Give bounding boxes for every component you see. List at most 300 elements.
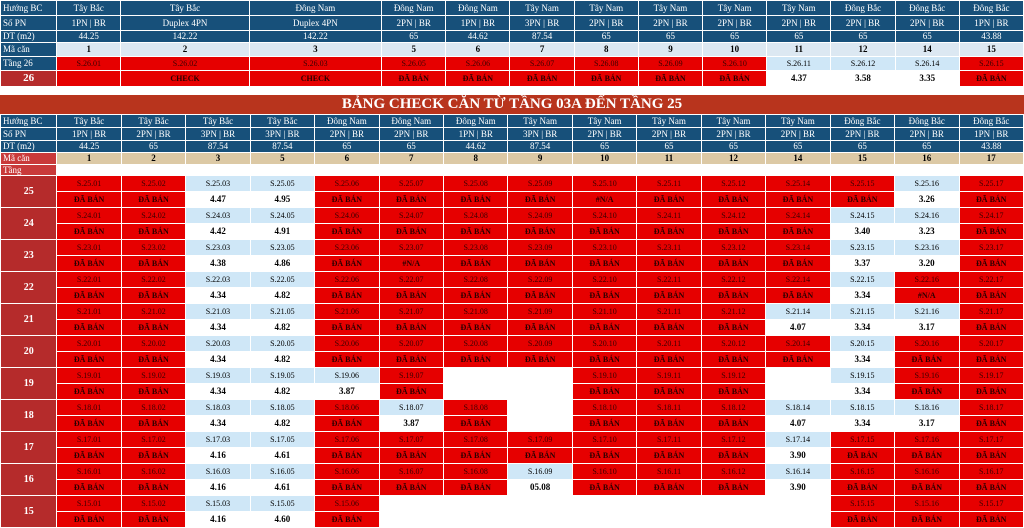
unit-status-cell[interactable] xyxy=(701,512,765,528)
unit-code-cell[interactable]: S.15.03 xyxy=(186,496,250,512)
unit-code-cell[interactable]: S.16.11 xyxy=(637,464,701,480)
unit-status-cell[interactable]: ĐÃ BÁN xyxy=(444,192,508,208)
unit-code-cell[interactable]: S.25.17 xyxy=(959,176,1024,192)
unit-status-cell[interactable]: 4.82 xyxy=(250,320,314,336)
unit-code-cell[interactable]: S.15.06 xyxy=(315,496,379,512)
unit-status-cell[interactable]: ĐÃ BÁN xyxy=(959,192,1024,208)
unit-status-cell[interactable]: 3.90 xyxy=(766,480,830,496)
unit-status-cell[interactable]: ĐÃ BÁN xyxy=(315,480,379,496)
unit-status-cell[interactable]: 3.17 xyxy=(895,416,959,432)
unit-status-cell[interactable]: ĐÃ BÁN xyxy=(57,416,121,432)
unit-status-cell[interactable]: ĐÃ BÁN xyxy=(701,320,765,336)
unit-code-cell[interactable]: S.22.05 xyxy=(250,272,314,288)
unit-status-cell[interactable]: ĐÃ BÁN xyxy=(444,352,508,368)
unit-code-cell[interactable]: S.23.05 xyxy=(250,240,314,256)
unit-code-cell[interactable]: S.24.17 xyxy=(959,208,1024,224)
unit-status-cell[interactable] xyxy=(637,512,701,528)
unit-code-cell[interactable]: S.20.02 xyxy=(121,336,185,352)
unit-status-cell[interactable]: 3.87 xyxy=(315,384,379,400)
unit-status-cell[interactable]: 4.37 xyxy=(767,71,831,87)
unit-code-cell[interactable]: S.20.06 xyxy=(315,336,379,352)
unit-code-cell[interactable]: S.18.03 xyxy=(186,400,250,416)
unit-status-cell[interactable]: ĐÃ BÁN xyxy=(830,448,894,464)
unit-code-cell[interactable]: S.19.05 xyxy=(250,368,314,384)
unit-code-cell[interactable]: S.26.11 xyxy=(767,57,831,71)
unit-status-cell[interactable] xyxy=(508,512,572,528)
unit-status-cell[interactable]: 3.58 xyxy=(831,71,895,87)
unit-status-cell[interactable]: ĐÃ BÁN xyxy=(766,288,830,304)
unit-status-cell[interactable]: 3.34 xyxy=(830,320,894,336)
unit-code-cell[interactable]: S.18.16 xyxy=(895,400,959,416)
unit-code-cell[interactable]: S.16.05 xyxy=(250,464,314,480)
unit-code-cell[interactable]: S.26.03 xyxy=(249,57,381,71)
unit-status-cell[interactable]: ĐÃ BÁN xyxy=(57,320,121,336)
unit-code-cell[interactable]: S.22.10 xyxy=(572,272,636,288)
unit-code-cell[interactable]: S.17.11 xyxy=(637,432,701,448)
unit-status-cell[interactable]: ĐÃ BÁN xyxy=(379,480,443,496)
unit-status-cell[interactable]: ĐÃ BÁN xyxy=(315,192,379,208)
unit-code-cell[interactable]: S.17.15 xyxy=(830,432,894,448)
unit-status-cell[interactable]: ĐÃ BÁN xyxy=(572,416,636,432)
unit-status-cell[interactable]: ĐÃ BÁN xyxy=(637,288,701,304)
unit-code-cell[interactable]: S.23.06 xyxy=(315,240,379,256)
unit-status-cell[interactable]: 4.07 xyxy=(766,416,830,432)
unit-status-cell[interactable]: 3.90 xyxy=(766,448,830,464)
unit-code-cell[interactable]: S.25.01 xyxy=(57,176,121,192)
unit-code-cell[interactable]: S.20.10 xyxy=(572,336,636,352)
unit-code-cell[interactable]: S.25.11 xyxy=(637,176,701,192)
unit-status-cell[interactable]: 4.82 xyxy=(250,352,314,368)
unit-status-cell[interactable]: ĐÃ BÁN xyxy=(701,224,765,240)
unit-code-cell[interactable]: S.23.14 xyxy=(766,240,830,256)
unit-status-cell[interactable]: #N/A xyxy=(895,288,959,304)
unit-code-cell[interactable]: S.15.05 xyxy=(250,496,314,512)
unit-code-cell[interactable]: S.20.09 xyxy=(508,336,572,352)
unit-status-cell[interactable]: ĐÃ BÁN xyxy=(572,384,636,400)
unit-status-cell[interactable]: ĐÃ BÁN xyxy=(701,480,765,496)
unit-code-cell[interactable]: S.23.11 xyxy=(637,240,701,256)
unit-code-cell[interactable]: S.25.15 xyxy=(830,176,894,192)
unit-code-cell[interactable]: S.21.14 xyxy=(766,304,830,320)
unit-code-cell[interactable]: S.16.14 xyxy=(766,464,830,480)
unit-status-cell[interactable] xyxy=(766,512,830,528)
unit-code-cell[interactable]: S.17.02 xyxy=(121,432,185,448)
unit-status-cell[interactable]: ĐÃ BÁN xyxy=(572,256,636,272)
unit-code-cell[interactable]: S.20.14 xyxy=(766,336,830,352)
unit-status-cell[interactable]: 4.86 xyxy=(250,256,314,272)
unit-code-cell[interactable]: S.18.07 xyxy=(379,400,443,416)
unit-code-cell[interactable]: S.20.12 xyxy=(701,336,765,352)
unit-status-cell[interactable]: ĐÃ BÁN xyxy=(444,320,508,336)
unit-status-cell[interactable]: ĐÃ BÁN xyxy=(508,192,572,208)
unit-code-cell[interactable] xyxy=(701,496,765,512)
unit-status-cell[interactable]: 4.34 xyxy=(186,352,250,368)
unit-code-cell[interactable]: S.17.10 xyxy=(572,432,636,448)
unit-code-cell[interactable]: S.20.15 xyxy=(830,336,894,352)
unit-code-cell[interactable]: S.20.05 xyxy=(250,336,314,352)
unit-status-cell[interactable]: ĐÃ BÁN xyxy=(121,320,185,336)
unit-code-cell[interactable]: S.22.15 xyxy=(830,272,894,288)
unit-code-cell[interactable]: S.18.02 xyxy=(121,400,185,416)
unit-code-cell[interactable]: S.25.02 xyxy=(121,176,185,192)
unit-status-cell[interactable]: 3.20 xyxy=(895,256,959,272)
unit-code-cell[interactable]: S.25.09 xyxy=(508,176,572,192)
unit-status-cell[interactable]: ĐÃ BÁN xyxy=(444,288,508,304)
unit-status-cell[interactable]: 4.60 xyxy=(250,512,314,528)
unit-code-cell[interactable]: S.16.10 xyxy=(572,464,636,480)
unit-code-cell[interactable]: S.15.01 xyxy=(57,496,121,512)
unit-status-cell[interactable]: ĐÃ BÁN xyxy=(637,192,701,208)
unit-status-cell[interactable]: ĐÃ BÁN xyxy=(637,352,701,368)
unit-status-cell[interactable]: ĐÃ BÁN xyxy=(959,352,1024,368)
unit-status-cell[interactable]: ĐÃ BÁN xyxy=(379,320,443,336)
unit-code-cell[interactable]: S.26.01 xyxy=(57,57,121,71)
unit-code-cell[interactable]: S.16.06 xyxy=(315,464,379,480)
unit-code-cell[interactable]: S.22.07 xyxy=(379,272,443,288)
unit-code-cell[interactable]: S.20.08 xyxy=(444,336,508,352)
unit-status-cell[interactable]: ĐÃ BÁN xyxy=(121,256,185,272)
unit-status-cell[interactable]: ĐÃ BÁN xyxy=(959,224,1024,240)
unit-code-cell[interactable]: S.21.01 xyxy=(57,304,121,320)
unit-code-cell[interactable]: S.24.10 xyxy=(572,208,636,224)
unit-status-cell[interactable]: ĐÃ BÁN xyxy=(57,448,121,464)
unit-code-cell[interactable] xyxy=(444,368,508,384)
unit-status-cell[interactable]: ĐÃ BÁN xyxy=(959,71,1023,87)
unit-status-cell[interactable]: ĐÃ BÁN xyxy=(121,416,185,432)
unit-code-cell[interactable]: S.19.01 xyxy=(57,368,121,384)
unit-status-cell[interactable]: 4.38 xyxy=(186,256,250,272)
unit-code-cell[interactable]: S.24.09 xyxy=(508,208,572,224)
unit-code-cell[interactable]: S.21.09 xyxy=(508,304,572,320)
unit-status-cell[interactable]: ĐÃ BÁN xyxy=(315,320,379,336)
unit-status-cell[interactable]: 4.34 xyxy=(186,288,250,304)
unit-code-cell[interactable]: S.20.11 xyxy=(637,336,701,352)
unit-code-cell[interactable] xyxy=(637,496,701,512)
unit-code-cell[interactable]: S.24.16 xyxy=(895,208,959,224)
unit-status-cell[interactable]: ĐÃ BÁN xyxy=(510,71,574,87)
unit-status-cell[interactable]: 4.82 xyxy=(250,416,314,432)
unit-code-cell[interactable]: S.21.16 xyxy=(895,304,959,320)
unit-code-cell[interactable]: S.25.07 xyxy=(379,176,443,192)
unit-code-cell[interactable]: S.15.15 xyxy=(830,496,894,512)
unit-status-cell[interactable]: ĐÃ BÁN xyxy=(508,288,572,304)
unit-code-cell[interactable]: S.18.15 xyxy=(830,400,894,416)
unit-code-cell[interactable]: S.24.11 xyxy=(637,208,701,224)
unit-code-cell[interactable]: S.18.11 xyxy=(637,400,701,416)
unit-status-cell[interactable]: ĐÃ BÁN xyxy=(637,416,701,432)
unit-code-cell[interactable]: S.23.07 xyxy=(379,240,443,256)
unit-status-cell[interactable]: ĐÃ BÁN xyxy=(959,256,1024,272)
unit-status-cell[interactable]: ĐÃ BÁN xyxy=(637,448,701,464)
unit-status-cell[interactable]: ĐÃ BÁN xyxy=(701,288,765,304)
unit-code-cell[interactable]: S.24.12 xyxy=(701,208,765,224)
unit-status-cell[interactable]: ĐÃ BÁN xyxy=(57,192,121,208)
unit-status-cell[interactable]: 3.35 xyxy=(895,71,959,87)
unit-code-cell[interactable]: S.26.05 xyxy=(382,57,446,71)
unit-status-cell[interactable]: ĐÃ BÁN xyxy=(766,224,830,240)
unit-code-cell[interactable]: S.21.08 xyxy=(444,304,508,320)
unit-code-cell[interactable]: S.25.08 xyxy=(444,176,508,192)
unit-code-cell[interactable]: S.19.07 xyxy=(379,368,443,384)
unit-code-cell[interactable]: S.22.08 xyxy=(444,272,508,288)
unit-status-cell[interactable]: ĐÃ BÁN xyxy=(57,224,121,240)
unit-status-cell[interactable]: ĐÃ BÁN xyxy=(895,512,959,528)
unit-code-cell[interactable]: S.23.10 xyxy=(572,240,636,256)
unit-code-cell[interactable]: S.15.16 xyxy=(895,496,959,512)
unit-status-cell[interactable]: ĐÃ BÁN xyxy=(444,416,508,432)
unit-status-cell[interactable] xyxy=(57,71,121,87)
unit-code-cell[interactable]: S.16.03 xyxy=(186,464,250,480)
unit-code-cell[interactable]: S.22.03 xyxy=(186,272,250,288)
unit-code-cell[interactable]: S.16.09 xyxy=(508,464,572,480)
unit-code-cell[interactable]: S.18.05 xyxy=(250,400,314,416)
unit-code-cell[interactable]: S.25.14 xyxy=(766,176,830,192)
unit-status-cell[interactable]: ĐÃ BÁN xyxy=(57,480,121,496)
unit-code-cell[interactable]: S.19.02 xyxy=(121,368,185,384)
unit-status-cell[interactable]: ĐÃ BÁN xyxy=(444,256,508,272)
unit-status-cell[interactable]: ĐÃ BÁN xyxy=(572,224,636,240)
unit-status-cell[interactable]: ĐÃ BÁN xyxy=(572,448,636,464)
unit-status-cell[interactable]: ĐÃ BÁN xyxy=(637,480,701,496)
unit-status-cell[interactable]: ĐÃ BÁN xyxy=(315,256,379,272)
unit-status-cell[interactable]: ĐÃ BÁN xyxy=(315,448,379,464)
unit-code-cell[interactable]: S.16.07 xyxy=(379,464,443,480)
unit-code-cell[interactable]: S.19.11 xyxy=(637,368,701,384)
unit-status-cell[interactable]: ĐÃ BÁN xyxy=(895,352,959,368)
unit-status-cell[interactable]: ĐÃ BÁN xyxy=(315,352,379,368)
unit-code-cell[interactable]: S.18.01 xyxy=(57,400,121,416)
unit-code-cell[interactable]: S.15.17 xyxy=(959,496,1024,512)
unit-code-cell[interactable]: S.25.16 xyxy=(895,176,959,192)
unit-status-cell[interactable]: 3.34 xyxy=(830,352,894,368)
unit-status-cell[interactable]: 4.91 xyxy=(250,224,314,240)
unit-code-cell[interactable]: S.22.12 xyxy=(701,272,765,288)
unit-status-cell[interactable]: 3.34 xyxy=(830,416,894,432)
unit-status-cell[interactable]: ĐÃ BÁN xyxy=(57,352,121,368)
unit-status-cell[interactable]: ĐÃ BÁN xyxy=(57,256,121,272)
unit-code-cell[interactable]: S.17.09 xyxy=(508,432,572,448)
unit-status-cell[interactable]: ĐÃ BÁN xyxy=(766,256,830,272)
unit-code-cell[interactable]: S.23.02 xyxy=(121,240,185,256)
unit-code-cell[interactable] xyxy=(508,368,572,384)
unit-code-cell[interactable]: S.25.03 xyxy=(186,176,250,192)
unit-status-cell[interactable]: ĐÃ BÁN xyxy=(315,288,379,304)
unit-status-cell[interactable]: ĐÃ BÁN xyxy=(508,448,572,464)
unit-status-cell[interactable]: ĐÃ BÁN xyxy=(959,512,1024,528)
unit-code-cell[interactable]: S.22.17 xyxy=(959,272,1024,288)
unit-code-cell[interactable]: S.18.12 xyxy=(701,400,765,416)
unit-status-cell[interactable]: 3.34 xyxy=(830,384,894,400)
unit-code-cell[interactable]: S.24.02 xyxy=(121,208,185,224)
unit-status-cell[interactable]: ĐÃ BÁN xyxy=(895,384,959,400)
unit-code-cell[interactable]: S.17.06 xyxy=(315,432,379,448)
unit-status-cell[interactable]: ĐÃ BÁN xyxy=(701,192,765,208)
unit-status-cell[interactable]: ĐÃ BÁN xyxy=(121,192,185,208)
unit-code-cell[interactable]: S.22.16 xyxy=(895,272,959,288)
unit-status-cell[interactable]: ĐÃ BÁN xyxy=(379,192,443,208)
unit-code-cell[interactable]: S.17.01 xyxy=(57,432,121,448)
unit-status-cell[interactable] xyxy=(444,512,508,528)
unit-code-cell[interactable]: S.16.16 xyxy=(895,464,959,480)
unit-code-cell[interactable]: S.20.03 xyxy=(186,336,250,352)
unit-status-cell[interactable]: ĐÃ BÁN xyxy=(444,448,508,464)
unit-code-cell[interactable]: S.22.02 xyxy=(121,272,185,288)
unit-status-cell[interactable]: CHECK xyxy=(121,71,249,87)
unit-code-cell[interactable]: S.25.05 xyxy=(250,176,314,192)
unit-code-cell[interactable]: S.25.12 xyxy=(701,176,765,192)
unit-status-cell[interactable]: 3.37 xyxy=(830,256,894,272)
unit-status-cell[interactable]: ĐÃ BÁN xyxy=(508,352,572,368)
unit-code-cell[interactable]: S.24.01 xyxy=(57,208,121,224)
unit-status-cell[interactable]: ĐÃ BÁN xyxy=(444,224,508,240)
unit-code-cell[interactable]: S.22.01 xyxy=(57,272,121,288)
unit-status-cell[interactable]: ĐÃ BÁN xyxy=(57,384,121,400)
unit-status-cell[interactable]: ĐÃ BÁN xyxy=(379,352,443,368)
unit-code-cell[interactable]: S.18.10 xyxy=(572,400,636,416)
unit-code-cell[interactable]: S.21.05 xyxy=(250,304,314,320)
unit-status-cell[interactable]: CHECK xyxy=(249,71,381,87)
unit-status-cell[interactable]: ĐÃ BÁN xyxy=(446,71,510,87)
unit-code-cell[interactable]: S.19.16 xyxy=(895,368,959,384)
unit-status-cell[interactable]: ĐÃ BÁN xyxy=(637,224,701,240)
unit-code-cell[interactable]: S.17.03 xyxy=(186,432,250,448)
unit-status-cell[interactable]: ĐÃ BÁN xyxy=(766,192,830,208)
unit-code-cell[interactable]: S.19.03 xyxy=(186,368,250,384)
unit-status-cell[interactable]: 4.16 xyxy=(186,448,250,464)
unit-code-cell[interactable]: S.21.15 xyxy=(830,304,894,320)
unit-status-cell[interactable]: 3.40 xyxy=(830,224,894,240)
unit-code-cell[interactable]: S.26.06 xyxy=(446,57,510,71)
unit-status-cell[interactable]: ĐÃ BÁN xyxy=(382,71,446,87)
unit-code-cell[interactable] xyxy=(572,496,636,512)
unit-status-cell[interactable]: 4.95 xyxy=(250,192,314,208)
unit-code-cell[interactable]: S.21.07 xyxy=(379,304,443,320)
unit-code-cell[interactable]: S.16.02 xyxy=(121,464,185,480)
unit-code-cell[interactable]: S.26.07 xyxy=(510,57,574,71)
unit-code-cell[interactable]: S.24.06 xyxy=(315,208,379,224)
unit-status-cell[interactable]: 4.47 xyxy=(186,192,250,208)
unit-code-cell[interactable]: S.21.06 xyxy=(315,304,379,320)
unit-status-cell[interactable]: 4.34 xyxy=(186,384,250,400)
unit-code-cell[interactable]: S.23.17 xyxy=(959,240,1024,256)
unit-code-cell[interactable]: S.19.12 xyxy=(701,368,765,384)
unit-status-cell[interactable]: ĐÃ BÁN xyxy=(637,320,701,336)
unit-status-cell[interactable]: ĐÃ BÁN xyxy=(121,448,185,464)
unit-status-cell[interactable]: 4.61 xyxy=(250,480,314,496)
unit-status-cell[interactable] xyxy=(444,384,508,400)
unit-status-cell[interactable]: ĐÃ BÁN xyxy=(574,71,638,87)
unit-code-cell[interactable]: S.26.02 xyxy=(121,57,249,71)
unit-code-cell[interactable] xyxy=(766,496,830,512)
unit-code-cell[interactable]: S.24.08 xyxy=(444,208,508,224)
unit-status-cell[interactable]: ĐÃ BÁN xyxy=(959,384,1024,400)
unit-code-cell[interactable]: S.19.15 xyxy=(830,368,894,384)
unit-status-cell[interactable]: ĐÃ BÁN xyxy=(121,384,185,400)
unit-status-cell[interactable]: ĐÃ BÁN xyxy=(315,224,379,240)
unit-status-cell[interactable]: ĐÃ BÁN xyxy=(121,512,185,528)
unit-status-cell[interactable]: ĐÃ BÁN xyxy=(637,256,701,272)
unit-code-cell[interactable]: S.17.16 xyxy=(895,432,959,448)
unit-status-cell[interactable]: 3.23 xyxy=(895,224,959,240)
unit-code-cell[interactable]: S.19.17 xyxy=(959,368,1024,384)
unit-code-cell[interactable] xyxy=(379,496,443,512)
unit-code-cell[interactable]: S.19.10 xyxy=(572,368,636,384)
unit-status-cell[interactable]: ĐÃ BÁN xyxy=(830,512,894,528)
unit-code-cell[interactable]: S.25.06 xyxy=(315,176,379,192)
unit-code-cell[interactable]: S.17.05 xyxy=(250,432,314,448)
unit-status-cell[interactable]: ĐÃ BÁN xyxy=(121,288,185,304)
unit-code-cell[interactable]: S.17.12 xyxy=(701,432,765,448)
unit-status-cell[interactable] xyxy=(508,416,572,432)
unit-code-cell[interactable]: S.26.09 xyxy=(638,57,702,71)
unit-code-cell[interactable]: S.21.03 xyxy=(186,304,250,320)
unit-code-cell[interactable]: S.25.10 xyxy=(572,176,636,192)
unit-status-cell[interactable]: ĐÃ BÁN xyxy=(315,512,379,528)
unit-code-cell[interactable]: S.21.02 xyxy=(121,304,185,320)
unit-status-cell[interactable]: ĐÃ BÁN xyxy=(701,352,765,368)
unit-status-cell[interactable]: ĐÃ BÁN xyxy=(830,480,894,496)
unit-code-cell[interactable]: S.16.01 xyxy=(57,464,121,480)
unit-code-cell[interactable]: S.24.05 xyxy=(250,208,314,224)
unit-status-cell[interactable]: ĐÃ BÁN xyxy=(508,320,572,336)
unit-status-cell[interactable]: #N/A xyxy=(379,256,443,272)
unit-status-cell[interactable]: ĐÃ BÁN xyxy=(315,416,379,432)
unit-status-cell[interactable]: 05.08 xyxy=(508,480,572,496)
unit-code-cell[interactable]: S.18.17 xyxy=(959,400,1024,416)
unit-status-cell[interactable]: 4.16 xyxy=(186,512,250,528)
unit-status-cell[interactable] xyxy=(508,384,572,400)
unit-code-cell[interactable]: S.23.09 xyxy=(508,240,572,256)
unit-code-cell[interactable]: S.17.14 xyxy=(766,432,830,448)
unit-code-cell[interactable]: S.18.06 xyxy=(315,400,379,416)
unit-status-cell[interactable]: ĐÃ BÁN xyxy=(572,320,636,336)
unit-code-cell[interactable]: S.21.11 xyxy=(637,304,701,320)
unit-code-cell[interactable]: S.26.14 xyxy=(895,57,959,71)
unit-status-cell[interactable]: 4.82 xyxy=(250,288,314,304)
unit-status-cell[interactable]: ĐÃ BÁN xyxy=(703,71,767,87)
unit-code-cell[interactable]: S.23.01 xyxy=(57,240,121,256)
unit-code-cell[interactable]: S.24.03 xyxy=(186,208,250,224)
unit-code-cell[interactable]: S.26.12 xyxy=(831,57,895,71)
unit-code-cell[interactable] xyxy=(508,400,572,416)
unit-code-cell[interactable]: S.24.15 xyxy=(830,208,894,224)
unit-code-cell[interactable]: S.16.17 xyxy=(959,464,1024,480)
unit-status-cell[interactable]: ĐÃ BÁN xyxy=(959,448,1024,464)
unit-status-cell[interactable]: ĐÃ BÁN xyxy=(895,480,959,496)
unit-code-cell[interactable]: S.21.10 xyxy=(572,304,636,320)
unit-code-cell[interactable]: S.21.17 xyxy=(959,304,1024,320)
unit-code-cell[interactable]: S.26.15 xyxy=(959,57,1023,71)
unit-status-cell[interactable]: ĐÃ BÁN xyxy=(959,416,1024,432)
unit-code-cell[interactable]: S.23.03 xyxy=(186,240,250,256)
unit-code-cell[interactable]: S.26.10 xyxy=(703,57,767,71)
unit-code-cell[interactable]: S.18.14 xyxy=(766,400,830,416)
unit-code-cell[interactable]: S.24.14 xyxy=(766,208,830,224)
unit-status-cell[interactable]: ĐÃ BÁN xyxy=(121,480,185,496)
unit-status-cell[interactable]: ĐÃ BÁN xyxy=(121,352,185,368)
unit-code-cell[interactable]: S.18.08 xyxy=(444,400,508,416)
unit-status-cell[interactable]: ĐÃ BÁN xyxy=(830,192,894,208)
unit-status-cell[interactable]: ĐÃ BÁN xyxy=(379,224,443,240)
unit-code-cell[interactable]: S.23.16 xyxy=(895,240,959,256)
unit-status-cell[interactable]: ĐÃ BÁN xyxy=(57,288,121,304)
unit-status-cell[interactable]: ĐÃ BÁN xyxy=(508,256,572,272)
unit-code-cell[interactable]: S.16.08 xyxy=(444,464,508,480)
unit-code-cell[interactable]: S.17.17 xyxy=(959,432,1024,448)
unit-status-cell[interactable]: ĐÃ BÁN xyxy=(895,448,959,464)
unit-code-cell[interactable]: S.20.07 xyxy=(379,336,443,352)
unit-status-cell[interactable]: 3.26 xyxy=(895,192,959,208)
